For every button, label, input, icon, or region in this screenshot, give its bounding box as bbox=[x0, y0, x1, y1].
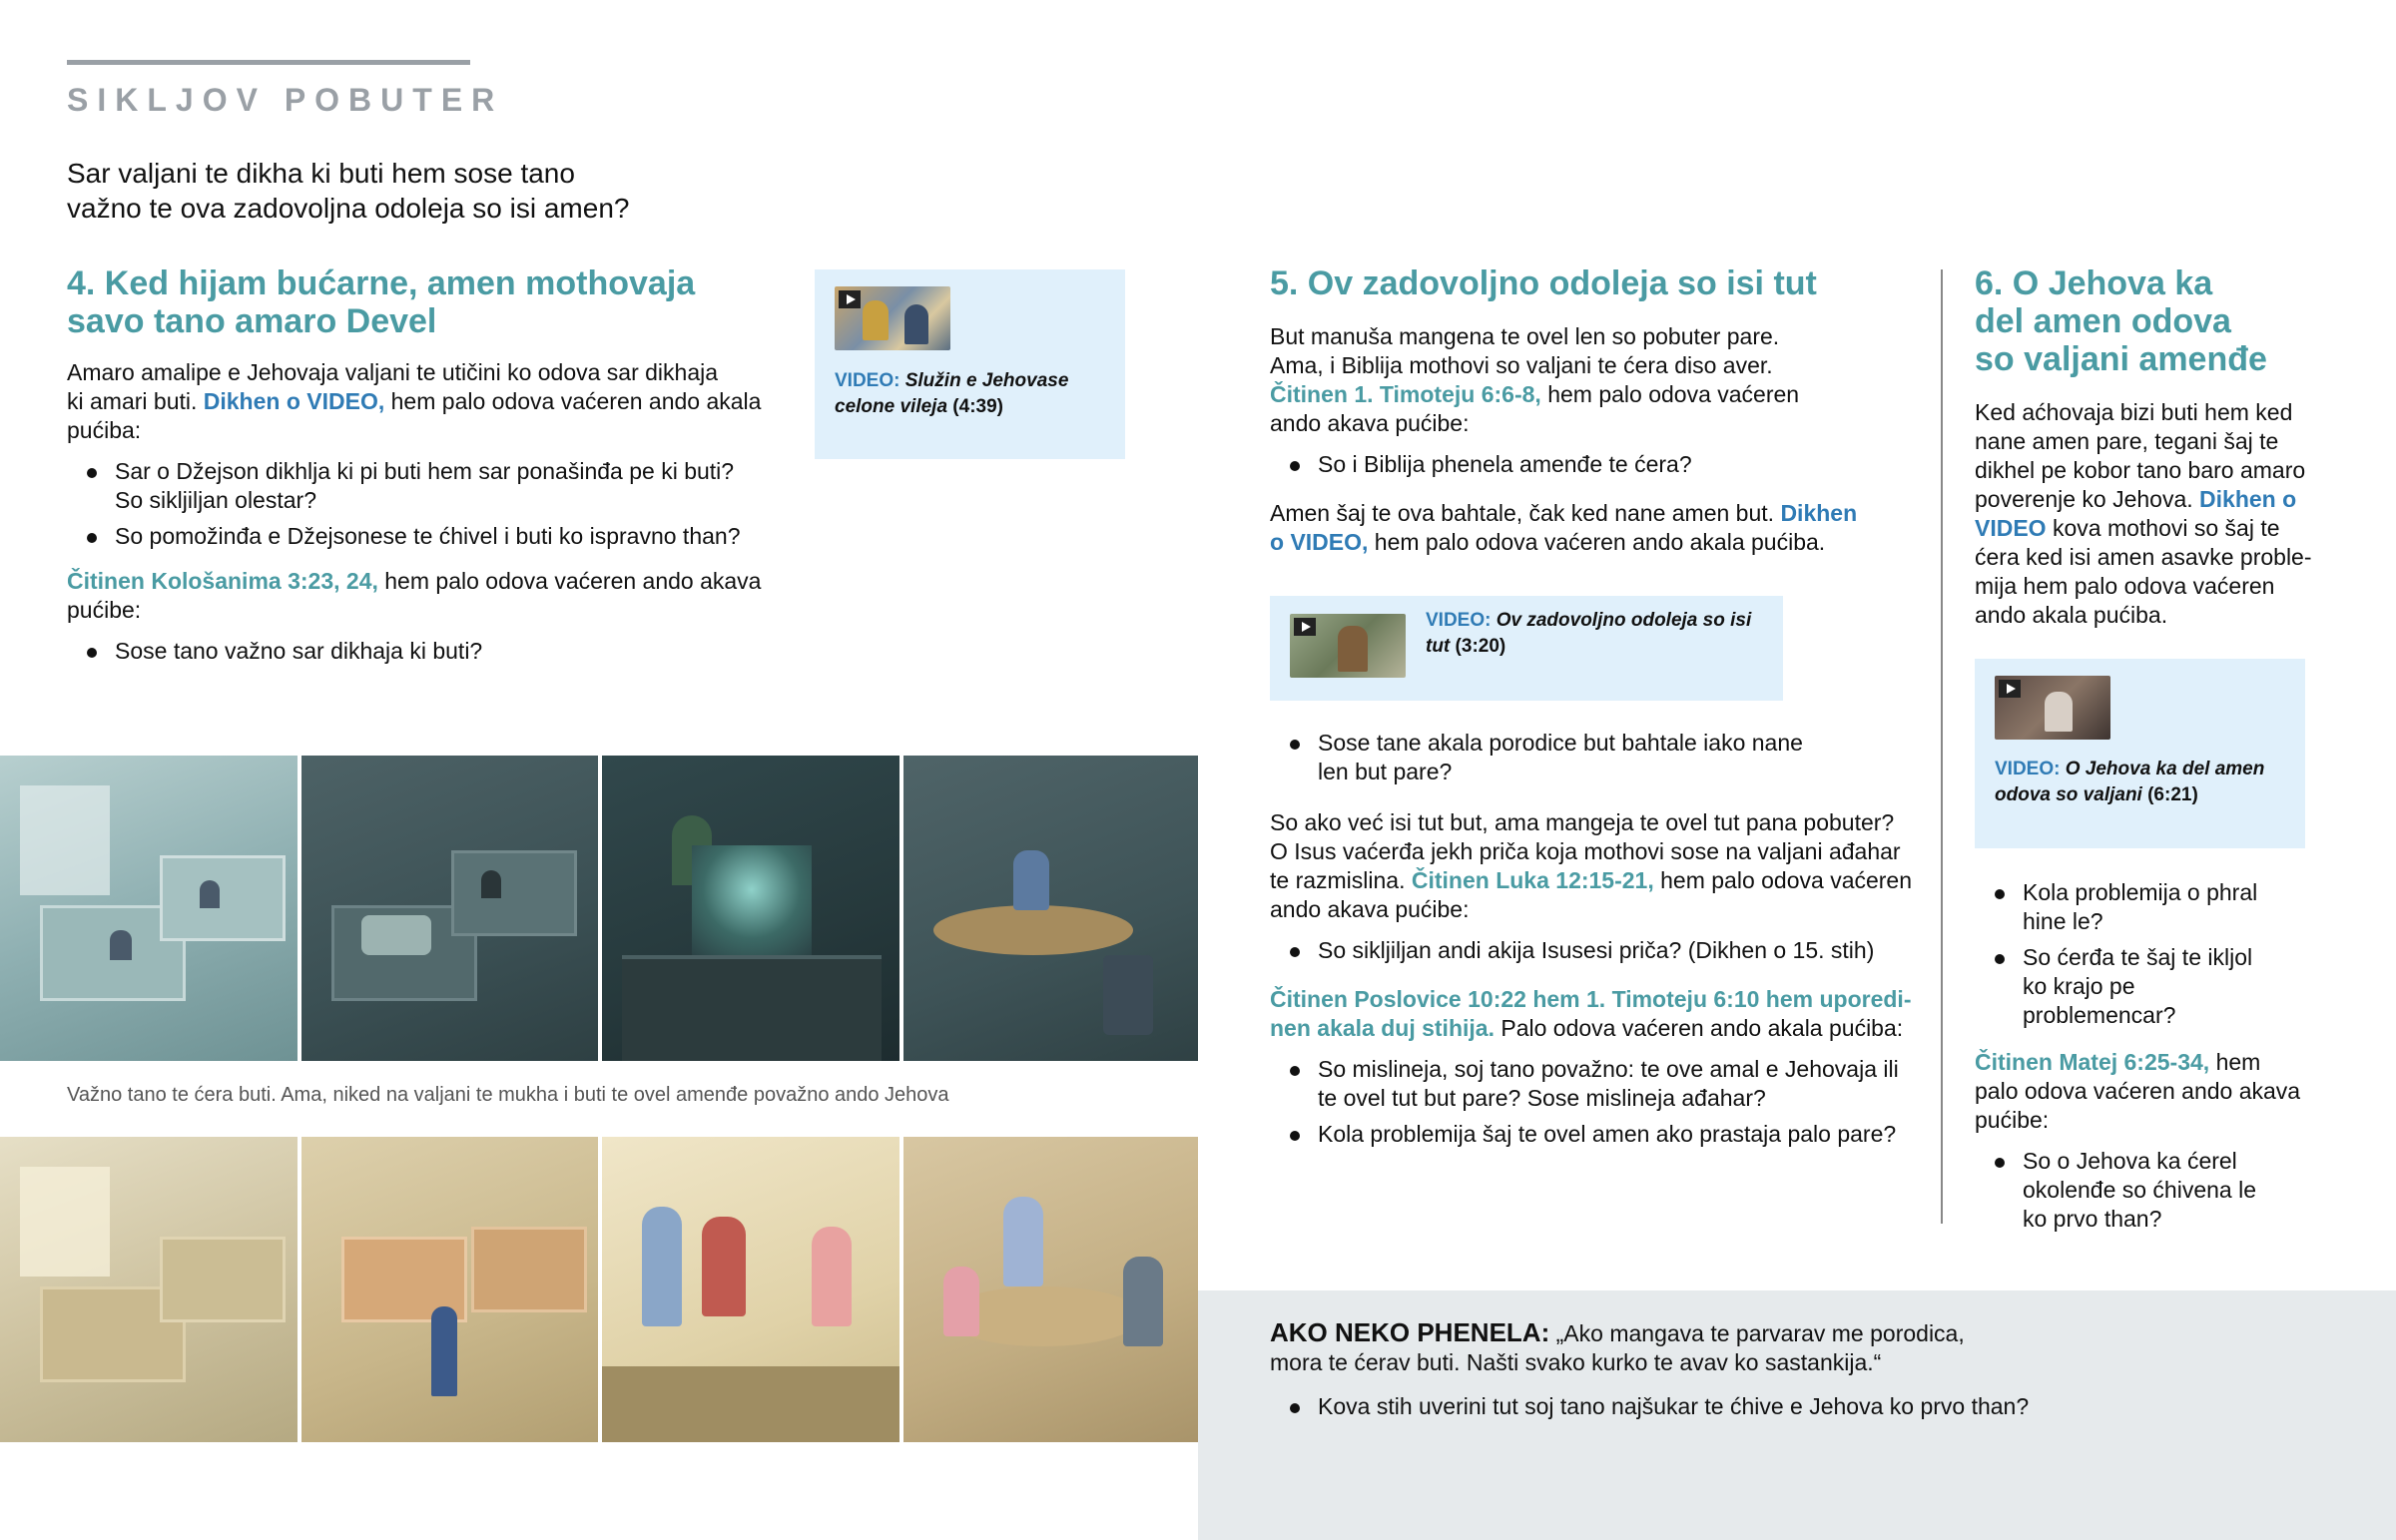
list-item: So sikljiljan andi akija Isusesi priča? (Dikhen o 15. stih) bbox=[1270, 936, 1929, 965]
section-6-continued bbox=[1975, 878, 2334, 1241]
section-5-paragraph-4: Čitinen Poslovice 10:22 hem 1. Timoteju 6:10 hem uporedi- nen akala duj stihija. Palo odova vaćeren ando akala pućiba: bbox=[1270, 986, 1912, 1041]
video-caption: VIDEO: O Jehova ka del amen odova so valjani (6:21) bbox=[1995, 759, 2265, 805]
illustration-office-night bbox=[602, 756, 899, 1061]
section-5-heading: 5. Ov zadovoljno odoleja so isi tut bbox=[1270, 264, 1817, 302]
video-caption: VIDEO: Služin e Jehovase celone vileja (4:39) bbox=[835, 370, 1069, 417]
video-thumbnail[interactable] bbox=[1290, 614, 1406, 678]
watch-video-link[interactable]: Dikhen o VIDEO, bbox=[203, 388, 385, 414]
intro-question bbox=[67, 156, 629, 226]
list-item: Sose tano važno sar dikhaja ki buti? bbox=[67, 637, 786, 666]
video-caption: VIDEO: Ov zadovoljno odoleja so isi tut (3:20) bbox=[1426, 610, 1752, 657]
section-6-heading: 6. O Jehova ka del amen odova so valjani amenđe bbox=[1975, 264, 2267, 378]
watch-video-link[interactable]: VIDEO bbox=[1975, 515, 2047, 541]
list-item: Sar o Džejson dikhlja ki pi buti hem sar ponašinđa pe ki buti? So sikljiljan olestar? bbox=[67, 457, 746, 515]
column-divider bbox=[1941, 269, 1943, 1224]
list-item: So ćerđa te šaj te ikljol ko krajo pe problemencar? bbox=[1975, 943, 2274, 1030]
objection-label: AKO NEKO PHENELA: bbox=[1270, 1317, 1550, 1347]
video-box-s6[interactable] bbox=[1975, 659, 2305, 848]
section-4-paragraph: Amaro amalipe e Jehovaja valjani te utičini ko odova sar dikhaja ki amari buti. Dikhen o VIDEO, hem palo odova vaćeren ando akala pućiba: bbox=[67, 359, 762, 443]
illustration-home-night bbox=[903, 756, 1198, 1061]
section-6-paragraph-2: Čitinen Matej 6:25-34, hem palo odova vaćeren ando akava pućibe: bbox=[1975, 1049, 2301, 1133]
section-6-questions-2 bbox=[1975, 1147, 2264, 1234]
list-item: So mislineja, soj tano považno: te ove amal e Jehovaja ili te ovel tut but pare? Sose mislineja ađahar? bbox=[1270, 1055, 1909, 1113]
watch-video-link[interactable]: Dikhen o bbox=[2199, 486, 2297, 512]
list-item: Sose tane akala porodice but bahtale iako nane len but pare? bbox=[1270, 729, 1829, 786]
play-icon bbox=[1294, 618, 1316, 636]
list-item: So i Biblija phenela amenđe te ćera? bbox=[1270, 450, 1929, 479]
objection-box bbox=[1198, 1290, 2396, 1540]
video-thumbnail[interactable] bbox=[1995, 676, 2110, 740]
video-thumbnail[interactable] bbox=[835, 286, 950, 350]
illustration-office-day-balanced bbox=[0, 1137, 298, 1442]
section-5-paragraph-2: Amen šaj te ova bahtale, čak ked nane amen but. Dikhen o VIDEO, hem palo odova vaćeren ando akala pućiba. bbox=[1270, 500, 1858, 555]
scripture-link[interactable]: Čitinen Luka 12:15-21, bbox=[1411, 867, 1654, 893]
illustration-office-day bbox=[0, 756, 298, 1061]
intro-line: važno te ova zadovoljna odoleja so isi amen? bbox=[67, 193, 630, 224]
watch-video-link[interactable]: Dikhen bbox=[1780, 500, 1858, 526]
section-5-paragraph-3: So ako već isi tut but, ama mangeja te ovel tut pana pobuter? O Isus vaćerđa jekh priča koja mothovi sose na valjani ađahar te razmislina. Čitinen Luka 12:15-21, hem palo odova vaćeren ando akava pućibe: bbox=[1270, 809, 1913, 922]
section-4-heading: 4. Ked hijam bućarne, amen mothovaja savo tano amaro Devel bbox=[67, 264, 696, 340]
illustration-office-evening bbox=[301, 756, 598, 1061]
section-6-questions-1 bbox=[1975, 878, 2274, 1030]
section-5-questions-1 bbox=[1270, 450, 1929, 479]
list-item: So pomožinđa e Džejsonese te ćhivel i buti ko ispravno than? bbox=[67, 522, 746, 551]
section-6 bbox=[1975, 264, 2334, 630]
section-5-paragraph-1: But manuša mangena te ovel len so pobuter pare. Ama, i Biblija mothovi so valjani te ćera diso aver. Čitinen 1. Timoteju 6:6-8, hem palo odova vaćeren ando akava pućibe: bbox=[1270, 323, 1800, 436]
play-icon bbox=[1999, 680, 2021, 698]
video-box-s4[interactable] bbox=[815, 269, 1125, 459]
list-item: Kola problemija o phral hine le? bbox=[1975, 878, 2274, 936]
illustration-leaving-office bbox=[301, 1137, 598, 1442]
video-box-s5[interactable] bbox=[1270, 596, 1783, 701]
scripture-link[interactable]: Čitinen Poslovice 10:22 hem 1. Timoteju 6:10 hem uporedi- bbox=[1270, 986, 1912, 1012]
illustration-family-meal bbox=[903, 1137, 1198, 1442]
objection-text: AKO NEKO PHENELA: „Ako mangava te parvarav me porodica, mora te ćerav buti. Našti svako kurko te avav ko sastankija.“ bbox=[1270, 1317, 1965, 1375]
scripture-link[interactable]: Čitinen Matej 6:25-34, bbox=[1975, 1049, 2210, 1075]
illustration-meeting bbox=[602, 1137, 899, 1442]
section-4 bbox=[67, 264, 786, 673]
scripture-link[interactable]: Čitinen 1. Timoteju 6:6-8, bbox=[1270, 381, 1541, 407]
list-item: Kola problemija šaj te ovel amen ako prastaja palo pare? bbox=[1270, 1120, 1909, 1149]
list-item: So o Jehova ka ćerel okolenđe so ćhivena le ko prvo than? bbox=[1975, 1147, 2264, 1234]
section-4-questions-2 bbox=[67, 637, 786, 666]
scripture-link[interactable]: Čitinen Kološanima 3:23, 24, bbox=[67, 568, 378, 594]
section-5-continued bbox=[1270, 729, 1929, 1156]
watch-video-link[interactable]: o VIDEO, bbox=[1270, 529, 1369, 555]
objection-questions bbox=[1270, 1392, 2348, 1428]
section-5-questions-4 bbox=[1270, 1055, 1909, 1149]
section-5 bbox=[1270, 264, 1929, 557]
section-5-questions-2 bbox=[1270, 729, 1829, 786]
scripture-link[interactable]: nen akala duj stihija. bbox=[1270, 1015, 1495, 1041]
intro-line: Sar valjani te dikha ki buti hem sose tano bbox=[67, 158, 575, 189]
play-icon bbox=[839, 290, 861, 308]
section-label: SIKLJOV POBUTER bbox=[67, 82, 504, 118]
section-4-reading: Čitinen Kološanima 3:23, 24, hem palo odova vaćeren ando akava pućibe: bbox=[67, 568, 762, 623]
section-5-questions-3 bbox=[1270, 936, 1929, 965]
header-rule bbox=[67, 60, 470, 65]
illustration-caption: Važno tano te ćera buti. Ama, niked na valjani te mukha i buti te ovel amenđe považno ando Jehova bbox=[67, 1084, 949, 1106]
list-item: Kova stih uverini tut soj tano najšukar te ćhive e Jehova ko prvo than? bbox=[1270, 1392, 2348, 1421]
section-6-paragraph-1: Ked aćhovaja bizi buti hem ked nane amen pare, tegani šaj te dikhel pe kobor tano baro amaro poverenje ko Jehova. Dikhen o VIDEO kova mothovi so šaj te ćera ked isi amen asavke proble- mija hem palo odova vaćeren ando akala pućiba. bbox=[1975, 399, 2312, 628]
section-4-questions bbox=[67, 457, 746, 551]
